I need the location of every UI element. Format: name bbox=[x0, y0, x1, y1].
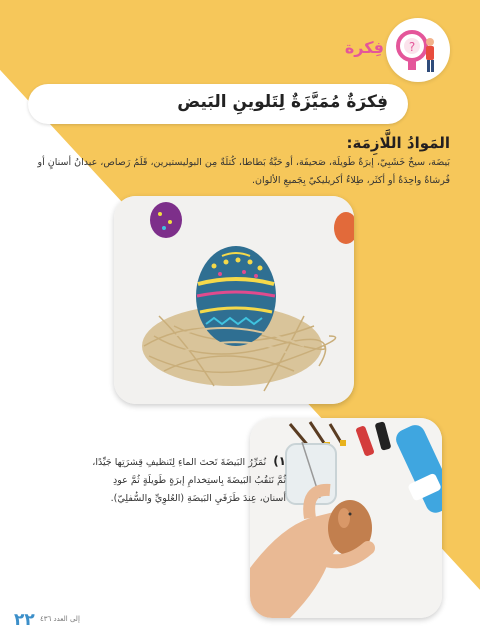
title-bar bbox=[28, 84, 408, 124]
step-1-number: ١) bbox=[273, 454, 286, 468]
svg-text:?: ? bbox=[408, 40, 416, 54]
step-1-body: نُمَرِّرُ البَيضَةَ تَحتَ الماءِ لِتَنظيفِ قِشرَتِها جَيِّدًا، ثُمَّ نَثقُبُ البَيضَةَ بِاستِخدامِ إبرَةٍ طَويلَةٍ ثُمَّ عودِ أسنان، عِندَ طَرَفَيِ البَيضَةِ (العُلوِيِّ والسُّفلِيّ). bbox=[92, 457, 286, 504]
page-title: فِكرَةٌ مُمَيَّزَةٌ لِتَلوينِ البَيض bbox=[177, 92, 388, 112]
egg-nest-photo bbox=[114, 196, 354, 404]
lightbulb-person-icon bbox=[386, 18, 450, 82]
hand-egg-photo bbox=[250, 418, 442, 618]
page-number: ٢٢ bbox=[14, 610, 35, 630]
materials-heading: المَوادُ اللَّازِمَة: bbox=[346, 134, 450, 152]
step-1-text bbox=[86, 452, 286, 508]
idea-logo-badge bbox=[386, 18, 450, 82]
issue-label: إلى العدد ٤٣٦ bbox=[40, 615, 80, 623]
section-label: فِكرة bbox=[344, 38, 384, 57]
materials-text: بَيضَة، سيخٌ خَشَبِيّ، إبرَةٌ طَويلَة، صَحيفَة، أو حَبَّةُ بَطاطا، كُتلَةٌ مِن البوليستيرين، قَلَمُ رَصاص، عيدانُ أسنانٍ أو فُرشاةٌ واحِدَةٌ أو أكثَر، طِلاءٌ أكريليكيّ بِجَميعِ الألوان. bbox=[37, 157, 450, 186]
